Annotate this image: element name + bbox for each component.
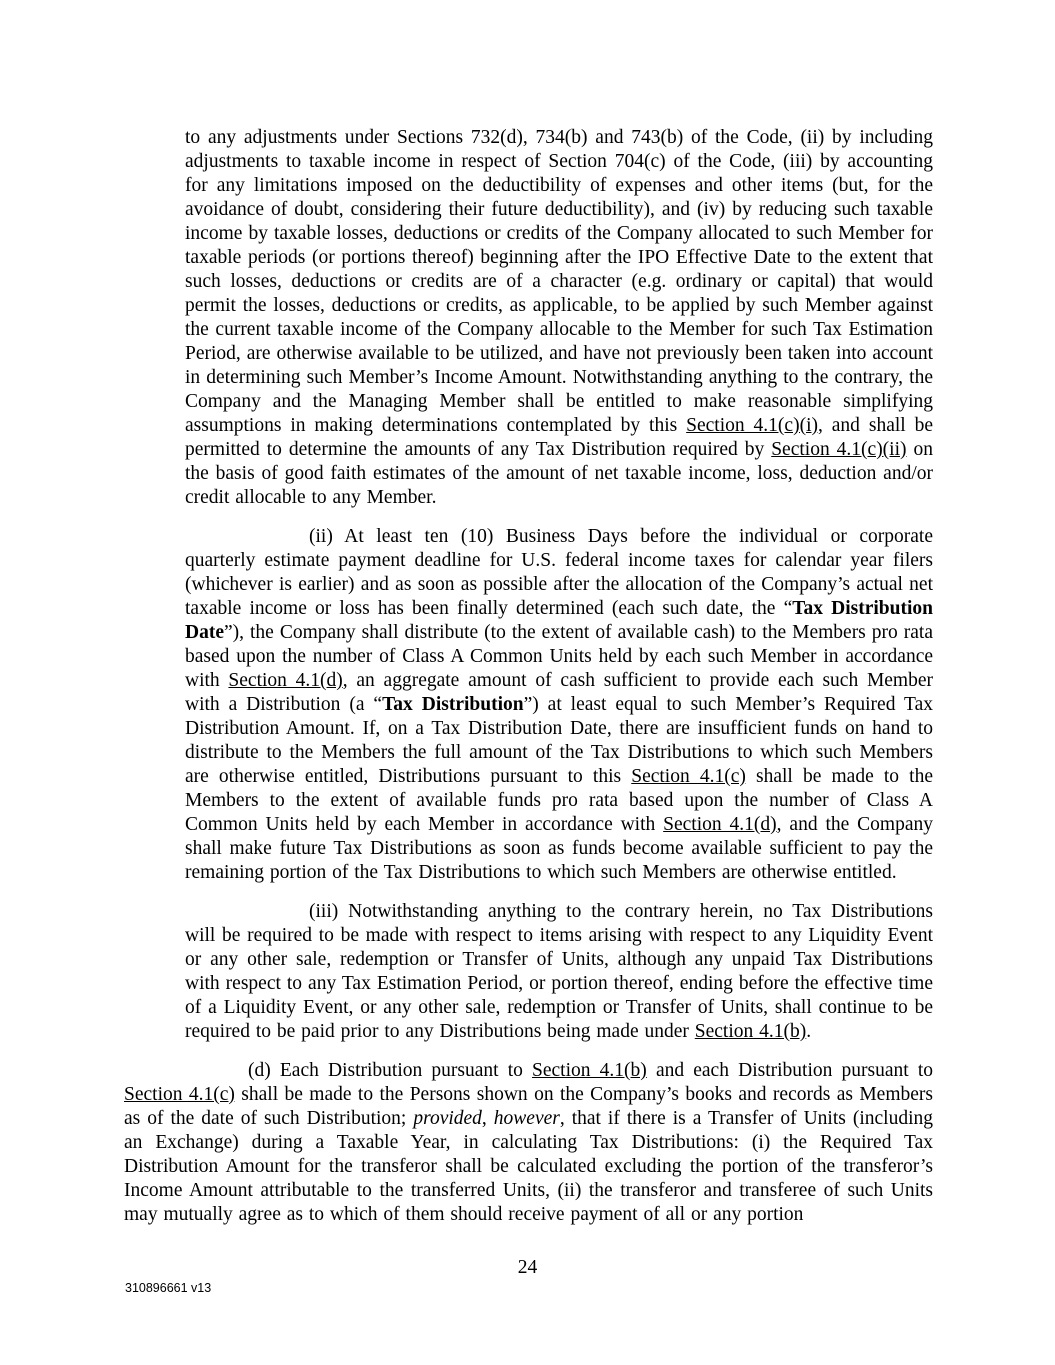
bold-text-run: Tax Distribution <box>382 694 524 715</box>
underline-text-run: Section 4.1(c)(i) <box>686 415 818 436</box>
text-run: , and shall be permitted to determine the amounts of any Tax Distribution required by <box>185 415 934 460</box>
text-run: . <box>806 1021 812 1042</box>
page-number: 24 <box>517 1257 538 1278</box>
text-run: , that if there is a Transfer of Units (including an Exchange) during a Taxable Year, in calculating Tax Distributions: (i) the Required Tax Distribution Amount for the transferor shall be calculated excluding the portion of the transferor’s Income Amount attributable to the transferred Units, (ii) the transferor and transferee of such Units may mutually agree as to which of them should receive payment of all or any portion <box>124 1108 933 1225</box>
document-body <box>0 126 1055 1242</box>
italic-text-run: provided <box>413 1108 482 1129</box>
italic-text-run: however <box>493 1108 560 1129</box>
text-run: , and the Company shall make future Tax Distributions as soon as funds become available sufficient to pay the remaining portion of the Tax Distributions to which such Members are otherwise entitled. <box>185 814 933 883</box>
underline-text-run: Section 4.1(b) <box>694 1021 807 1042</box>
text-run: ”) at least equal to such Member’s Required Tax Distribution Amount. If, on a Tax Distribution Date, there are insufficient funds on hand to distribute to the Members the full amount of the Tax Distributions to which such Members are otherwise entitled, Distributions pursuant to this <box>185 694 933 787</box>
underline-text-run: Section 4.1(b) <box>532 1060 647 1081</box>
text-run: (d) Each Distribution pursuant to <box>248 1060 533 1081</box>
underline-text-run: Section 4.1(c)(ii) <box>771 439 907 460</box>
underline-text-run: Section 4.1(d) <box>228 670 343 691</box>
bold-text-run: Tax Distribution Date <box>185 598 933 643</box>
text-run: on the basis of good faith estimates of the amount of net taxable income, loss, deduction and/or credit allocable to any Member. <box>185 439 933 508</box>
paragraph-section-4-1-d <box>124 1059 933 1227</box>
text-run: ”), the Company shall distribute (to the extent of available cash) to the Members pro rata based upon the number of Class A Common Units held by each such Member in accordance with <box>185 622 933 691</box>
paragraph-section-4-1-c-iii <box>185 900 933 1044</box>
text-run: (iii) Notwithstanding anything to the contrary herein, no Tax Distributions will be required to be made with respect to items arising with respect to any Liquidity Event or any other sale, redemption or Transfer of Units, although any unpaid Tax Distributions with respect to any Tax Estimation Period, or portion thereof, ending before the effective time of a Liquidity Event, or any other sale, redemption or Transfer of Units, shall continue to be required to be paid prior to any Distributions being made under <box>185 901 933 1042</box>
text-run: , <box>481 1108 494 1129</box>
paragraph-section-4-1-c-ii <box>185 525 933 885</box>
text-run: to any adjustments under Sections 732(d), 734(b) and 743(b) of the Code, (ii) by including adjustments to taxable income in respect of Section 704(c) of the Code, (iii) by accounting for any limitations imposed on the deductibility of expenses and other items (but, for the avoidance of doubt, considering their future deductibility), and (iv) by reducing such taxable income by taxable losses, deductions or credits of the Company allocated to such Member for taxable periods (or portions thereof) beginning after the IPO Effective Date to the extent that such losses, deductions or credits are of a character (e.g. ordinary or capital) that would permit the losses, deductions or credits, as applicable, to be applied by such Member against the current taxable income of the Company allocable to the Member for such Tax Estimation Period, are otherwise available to be utilized, and have not previously been taken into account in determining such Member’s Income Amount. Notwithstanding anything to the contrary, the Company and the Managing Member shall be entitled to make reasonable simplifying assumptions in making determinations contemplated by this <box>185 127 933 436</box>
text-run: shall be made to the Persons shown on the Company’s books and records as Members as of the date of such Distribution; <box>124 1084 933 1129</box>
text-run: (ii) At least ten (10) Business Days before the individual or corporate quarterly estimate payment deadline for U.S. federal income taxes for calendar year filers (whichever is earlier) and as soon as possible after the allocation of the Company’s actual net taxable income or loss has been finally determined (each such date, the “ <box>185 526 933 619</box>
text-run: and each Distribution pursuant to <box>646 1060 933 1081</box>
text-run: , an aggregate amount of cash sufficient to provide each such Member with a Distribution (a “ <box>185 670 934 715</box>
underline-text-run: Section 4.1(c) <box>124 1084 235 1105</box>
underline-text-run: Section 4.1(d) <box>663 814 777 835</box>
underline-text-run: Section 4.1(c) <box>631 766 746 787</box>
document-id-footer: 310896661 v13 <box>125 1281 212 1295</box>
text-run: shall be made to the Members to the extent of available funds pro rata based upon the number of Class A Common Units held by each Member in accordance with <box>185 766 933 835</box>
paragraph-section-4-1-c-i-continuation <box>185 126 933 510</box>
